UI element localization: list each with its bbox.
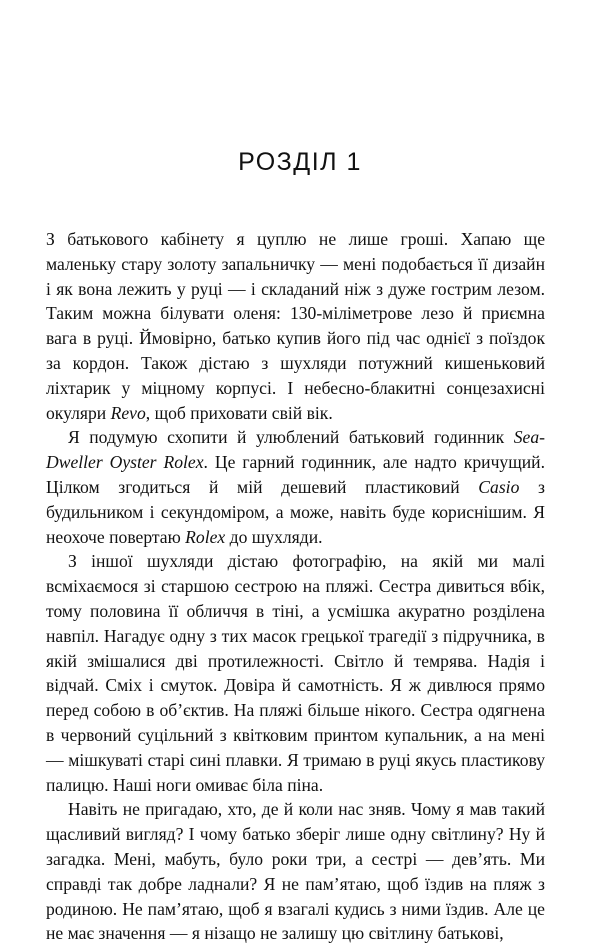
chapter-body [46,227,545,946]
text-segment: . Це гарний годинник, але надто кричущий. Цілком згодиться й мій дешевий пластиковий [46,452,545,497]
paragraph-1 [46,227,545,425]
paragraph-2 [46,425,545,549]
text-segment: Навіть не пригадаю, хто, де й коли нас зняв. Чому я мав такий щасливий вигляд? І чому батько зберіг лише одну світлину? Ну й загадка. Мені, мабуть, було роки три, а сестрі — дев’ять. Ми справді так добре ладнали? Я не пам’ятаю, щоб їздив на пляж з родиною. Не пам’ятаю, щоб я взагалі кудись з ними їздив. Але це не має значення — я нізащо не залишу цю світлину батькові, [46,799,545,944]
paragraph-3 [46,549,545,797]
text-segment: , щоб приховати свій вік. [145,402,333,423]
text-segment: З іншої шухляди дістаю фотографію, на якій ми малі всміхаємося зі старшою сестрою на пляжі. Сестра дивиться вбік, тому половина її обличчя в тіні, а усмішка акуратно розділена навпіл. Нагадує одну з тих масок грецької трагедії з підручника, в якій змішалися дві протилежності. Світло й темрява. Надія і відчай. Сміх і смуток. Довіра й самотність. Я ж дивлюся прямо перед собою в об’єктив. На пляжі більше нікого. Сестра одягнена в червоний суцільний з квітковим принтом купальник, а на мені — мішкуваті старі сині плавки. Я тримаю в руці якусь пластикову палицю. Наші ноги омиває біла піна. [46,551,545,795]
brand-name-rolex: Rolex [185,526,226,547]
paragraph-4 [46,797,545,946]
text-segment: З батькового кабінету я цуплю не лише гроші. Хапаю ще маленьку стару золоту запальничку — мені подобається її дизайн і як вона лежить у руці — і складаний ніж з дуже гострим лезом. Таким можна білувати оленя: 130-міліметрове лезо й приємна вага в руці. Ймовірно, батько купив його під час однієї з поїздок за кордон. Також дістаю з шухляди потужний кишеньковий ліхтарик у міцному корпусі. І небесно-блакитні сонцезахисні окуляри [46,229,545,423]
text-segment: до шухляди. [225,526,323,547]
brand-name-rolex-model: Sea-Dweller Oyster Rolex [46,427,545,473]
brand-name-revo: Revo [110,402,146,423]
text-segment: з будильником і секундоміром, а може, навіть буде кориснішим. Я неохоче повертаю [46,476,546,547]
text-segment: Я подумую схопити й улюблений батьковий годинник [68,427,514,448]
chapter-title: РОЗДІЛ 1 [238,148,362,176]
brand-name-casio: Casio [478,476,520,497]
